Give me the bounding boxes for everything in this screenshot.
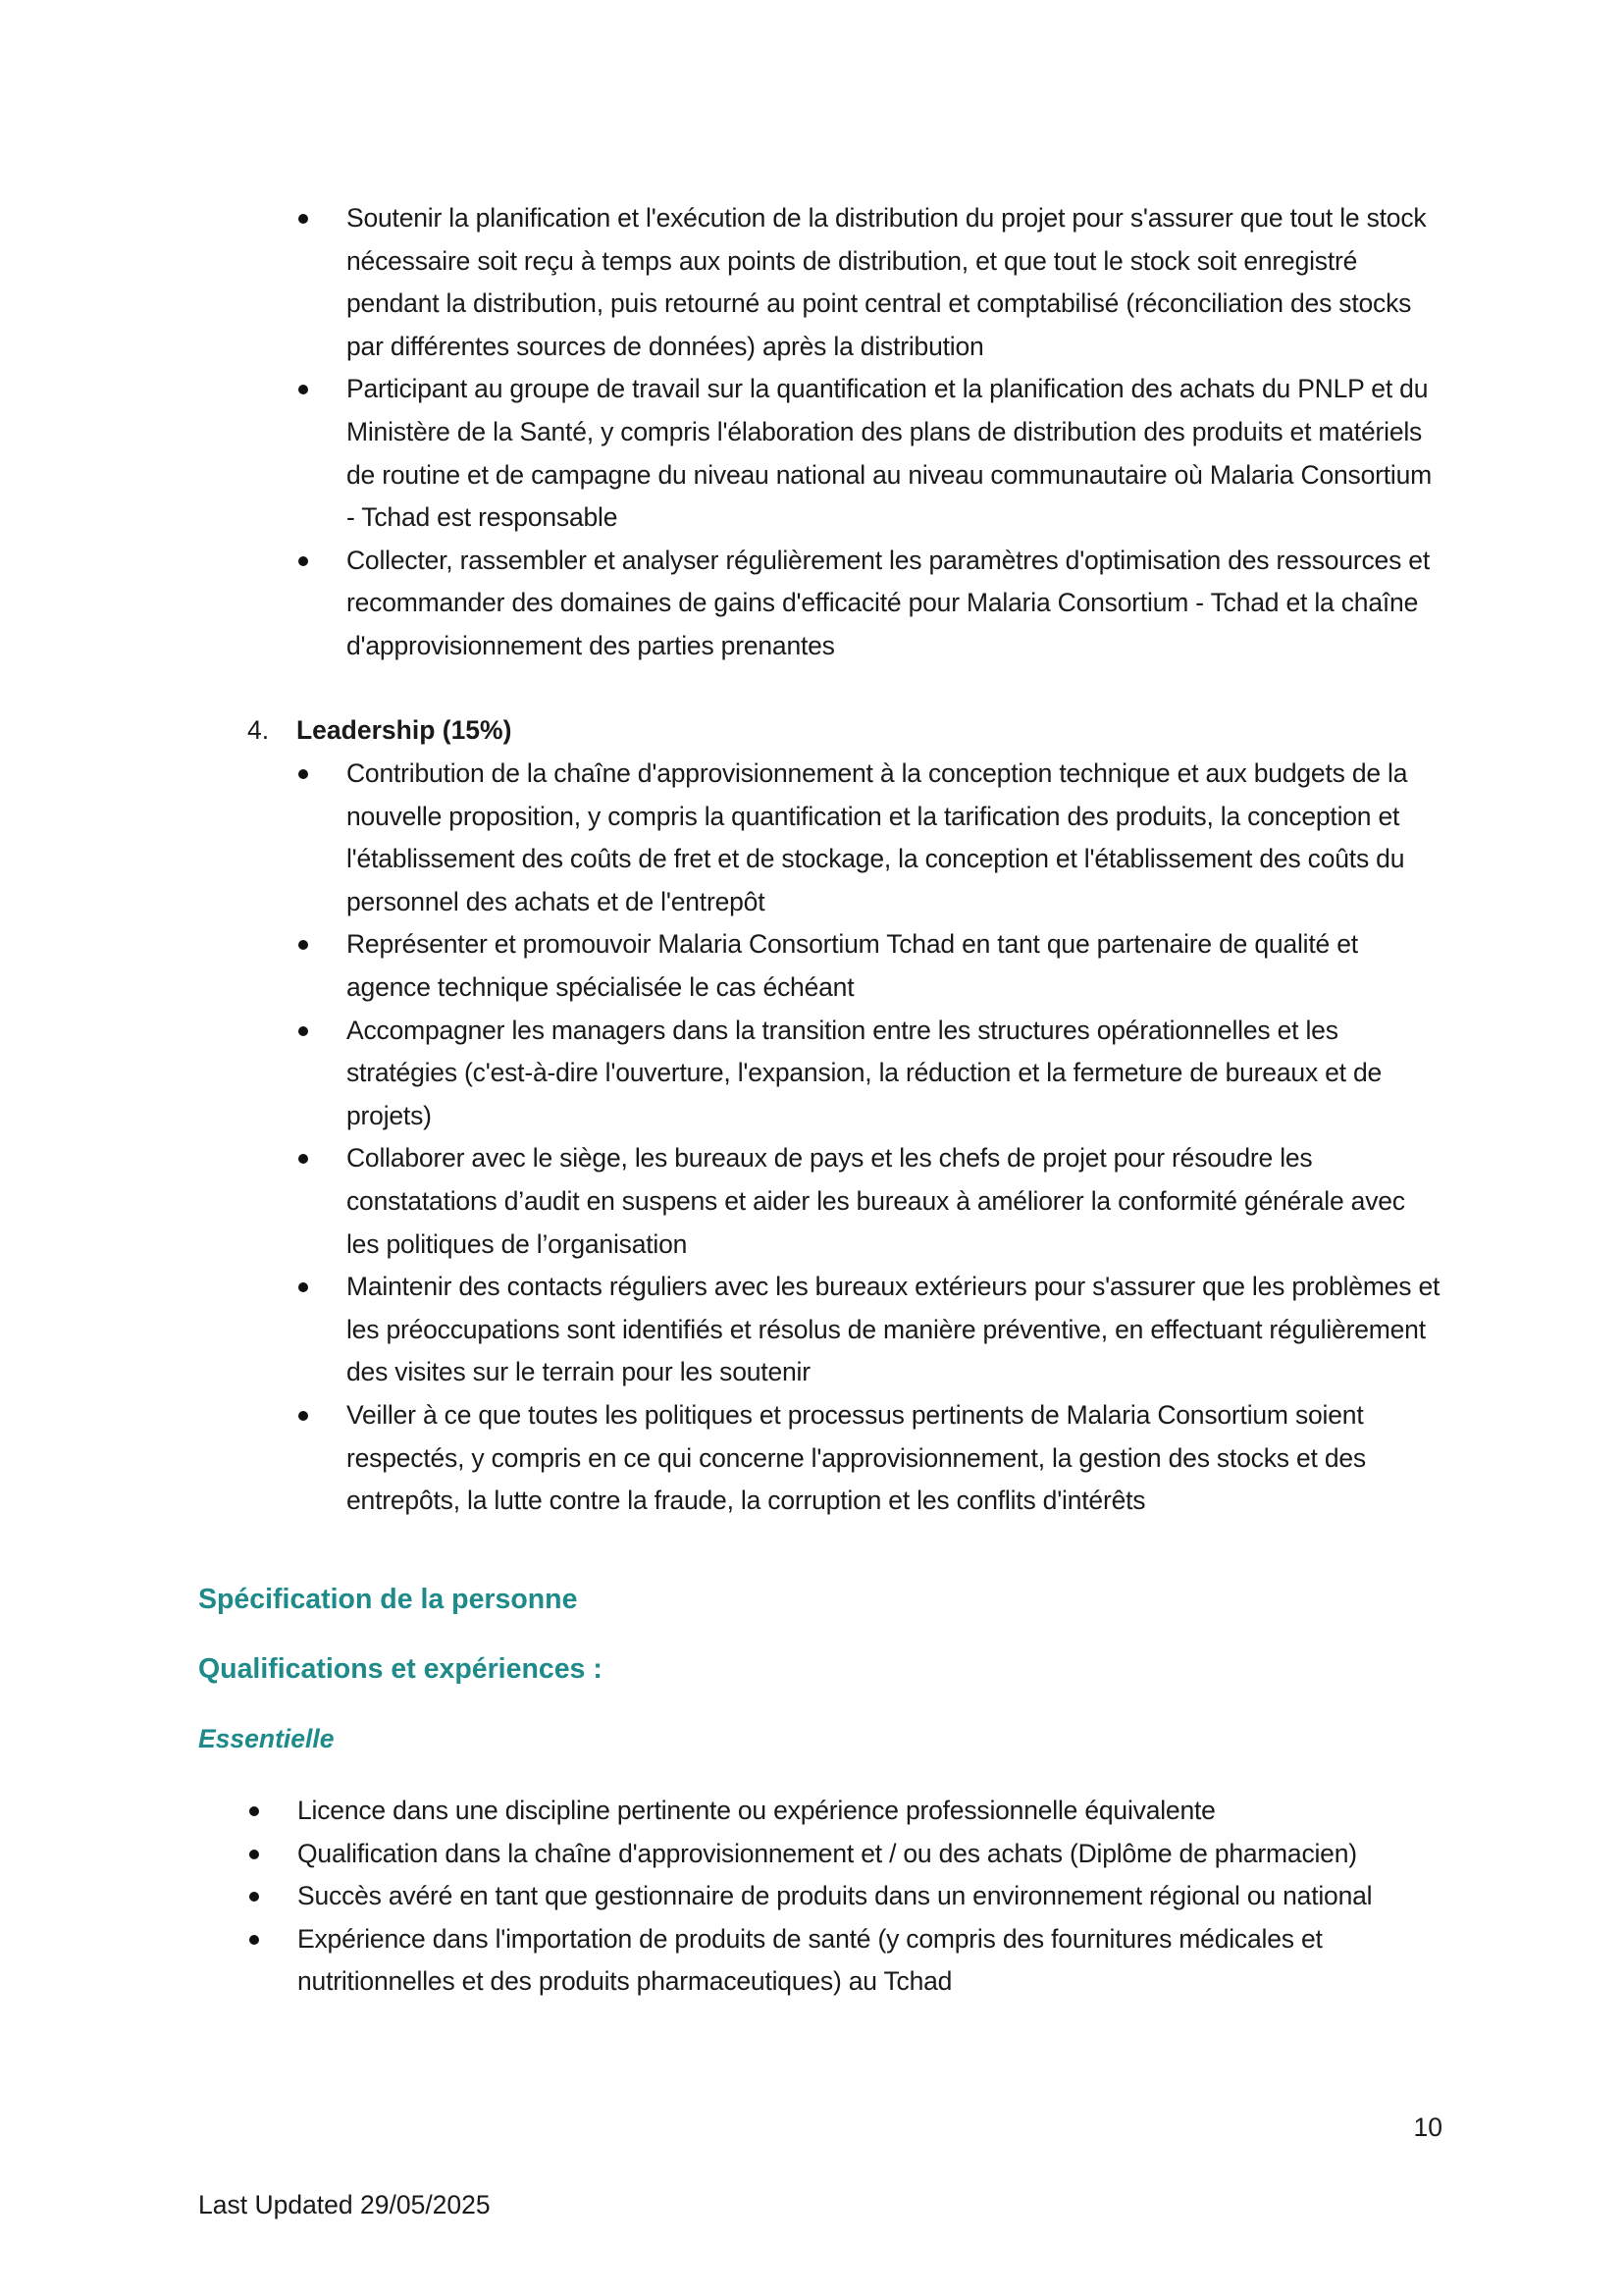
- bullet-icon: [249, 1935, 259, 1945]
- section4-number: 4.: [247, 715, 270, 745]
- bullet-icon: [298, 940, 308, 950]
- bullet-icon: [298, 214, 308, 224]
- list-item: [198, 1010, 1444, 1138]
- section4-bullet-list: [198, 753, 1444, 1523]
- bullet-icon: [249, 1892, 259, 1902]
- bullet-icon: [298, 556, 308, 566]
- list-item-text: Succès avéré en tant que gestionnaire de produits dans un environnement régional ou national: [297, 1881, 1373, 1911]
- list-item-text: Participant au groupe de travail sur la quantification et la planification des achats du PNLP et du Ministère de la Santé, y compris l'élaboration des plans de distribution des produits et matériels de routine et de campagne du niveau national au niveau communautaire où Malaria Consortium - Tchad est responsable: [346, 374, 1432, 533]
- bullet-icon: [249, 1850, 259, 1859]
- bullet-icon: [298, 385, 308, 394]
- list-item-text: Licence dans une discipline pertinente ou expérience professionnelle équivalente: [297, 1796, 1216, 1825]
- list-item: [198, 1833, 1444, 1876]
- person-spec-heading: Spécification de la personne: [198, 1584, 578, 1615]
- qualifications-heading: Qualifications et expériences :: [198, 1653, 602, 1685]
- essential-heading: Essentielle: [198, 1724, 335, 1753]
- list-item-text: Soutenir la planification et l'exécution de la distribution du projet pour s'assurer que tout le stock nécessaire soit reçu à temps aux points de distribution, et que tout le stock soit enregistré pendant la distribution, puis retourné au point central et comptabilisé (réconciliation des stocks par différentes sources de données) après la distribution: [346, 203, 1427, 361]
- bullet-icon: [298, 1282, 308, 1292]
- list-item-text: Maintenir des contacts réguliers avec les bureaux extérieurs pour s'assurer que les problèmes et les préoccupations sont identifiés et résolus de manière préventive, en effectuant régulièrement des visites sur le terrain pour les soutenir: [346, 1272, 1441, 1387]
- footer-last-updated: Last Updated 29/05/2025: [198, 2190, 491, 2219]
- bullet-icon: [298, 1411, 308, 1421]
- bullet-icon: [249, 1806, 259, 1816]
- bullet-icon: [298, 1026, 308, 1036]
- section4: [198, 709, 1444, 753]
- section4-title: Leadership (15%): [296, 715, 512, 745]
- list-item-text: Représenter et promouvoir Malaria Consortium Tchad en tant que partenaire de qualité et agence technique spécialisée le cas échéant: [346, 929, 1358, 1002]
- list-item: [198, 923, 1444, 1009]
- list-item-text: Collecter, rassembler et analyser régulièrement les paramètres d'optimisation des ressources et recommander des domaines de gains d'efficacité pour Malaria Consortium - Tchad et la chaîne d'approvisionnement des parties prenantes: [346, 545, 1430, 660]
- list-item-text: Qualification dans la chaîne d'approvisionnement et / ou des achats (Diplôme de pharmacien): [297, 1838, 1357, 1868]
- bullet-icon: [298, 1154, 308, 1164]
- list-item: [198, 753, 1444, 923]
- list-item: [198, 1266, 1444, 1394]
- bullet-icon: [298, 769, 308, 779]
- section4-heading: [198, 709, 1444, 753]
- essential-bullet-list: [198, 1790, 1444, 2004]
- list-item: [198, 540, 1444, 668]
- list-item: [198, 1918, 1444, 2004]
- list-item: [198, 1137, 1444, 1266]
- list-item-text: Collaborer avec le siège, les bureaux de pays et les chefs de projet pour résoudre les constatations d’audit en suspens et aider les bureaux à améliorer la conformité générale avec les politiques de l’organisation: [346, 1143, 1405, 1259]
- list-item: [198, 197, 1444, 368]
- list-item: [198, 1790, 1444, 1833]
- list-item: [198, 1394, 1444, 1523]
- page-number: 10: [1413, 2113, 1442, 2142]
- list-item: [198, 368, 1444, 539]
- list-item-text: Expérience dans l'importation de produits de santé (y compris des fournitures médicales et nutritionnelles et des produits pharmaceutiques) au Tchad: [297, 1923, 1323, 1997]
- list-item-text: Accompagner les managers dans la transition entre les structures opérationnelles et les stratégies (c'est-à-dire l'ouverture, l'expansion, la réduction et la fermeture de bureaux et de projets): [346, 1015, 1383, 1130]
- list-item-text: Veiller à ce que toutes les politiques et processus pertinents de Malaria Consortium soient respectés, y compris en ce qui concerne l'approvisionnement, la gestion des stocks et des entrepôts, la lutte contre la fraude, la corruption et les conflits d'intérêts: [346, 1399, 1366, 1516]
- list-item-text: Contribution de la chaîne d'approvisionnement à la conception technique et aux budgets de la nouvelle proposition, y compris la quantification et la tarification des produits, la conception et l'établissement des coûts de fret et de stockage, la conception et l'établissement des coûts du personnel des achats et de l'entrepôt: [346, 758, 1408, 916]
- section3-bullet-list: [198, 197, 1444, 668]
- list-item: [198, 1875, 1444, 1918]
